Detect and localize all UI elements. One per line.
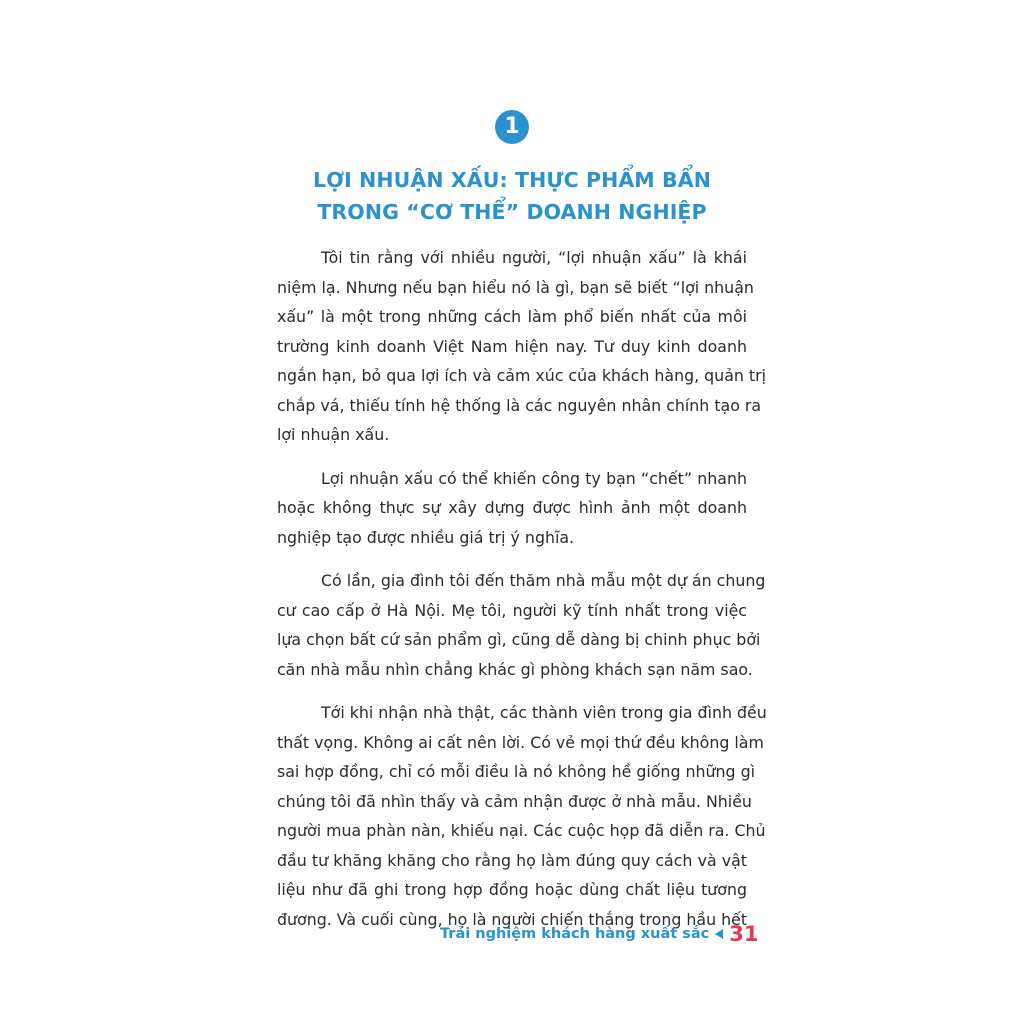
text-line: xấu” là một trong những cách làm phổ biến nhất của môi bbox=[277, 307, 747, 326]
page-footer bbox=[440, 922, 759, 952]
text-line: người mua phàn nàn, khiếu nại. Các cuộc họp đã diễn ra. Chủ bbox=[277, 821, 766, 840]
text-line: Có lần, gia đình tôi đến thăm nhà mẫu một dự án chung bbox=[321, 571, 766, 590]
text-line: sai hợp đồng, chỉ có mỗi điều là nó không hề giống những gì bbox=[277, 762, 756, 781]
left-triangle-icon bbox=[715, 929, 723, 939]
text-line: Tôi tin rằng với nhiều người, “lợi nhuận xấu” là khái bbox=[321, 248, 747, 267]
text-line: căn nhà mẫu nhìn chẳng khác gì phòng khách sạn năm sao. bbox=[277, 659, 753, 679]
text-line: ngắn hạn, bỏ qua lợi ích và cảm xúc của khách hàng, quản trị bbox=[277, 366, 766, 385]
text-line: trường kinh doanh Việt Nam hiện nay. Tư duy kinh doanh bbox=[277, 336, 747, 356]
text-line: liệu như đã ghi trong hợp đồng hoặc dùng chất liệu tương bbox=[277, 880, 747, 899]
text-line: Tới khi nhận nhà thật, các thành viên trong gia đình đều bbox=[321, 703, 767, 722]
body-text bbox=[277, 243, 767, 948]
text-line: chúng tôi đã nhìn thấy và cảm nhận được ở nhà mẫu. Nhiều bbox=[277, 791, 752, 811]
running-title: Trải nghiệm khách hàng xuất sắc bbox=[440, 926, 710, 942]
text-line: lựa chọn bất cứ sản phẩm gì, cũng dễ dàng bị chinh phục bởi bbox=[277, 630, 761, 649]
text-line: chắp vá, thiếu tính hệ thống là các nguyên nhân chính tạo ra bbox=[277, 395, 762, 415]
chapter-number-badge: 1 bbox=[495, 110, 529, 144]
text-line: lợi nhuận xấu. bbox=[277, 425, 390, 444]
text-line: cư cao cấp ở Hà Nội. Mẹ tôi, người kỹ tính nhất trong việc bbox=[277, 600, 747, 620]
text-line: đương. Và cuối cùng, họ là người chiến thắng trong hầu hết bbox=[277, 909, 748, 929]
text-line: thất vọng. Không ai cất nên lời. Có vẻ mọi thứ đều không làm bbox=[277, 732, 764, 752]
text-line: Lợi nhuận xấu có thể khiến công ty bạn “chết” nhanh bbox=[321, 468, 747, 488]
text-line: đầu tư khăng khăng cho rằng họ làm đúng quy cách và vật bbox=[277, 850, 747, 870]
chapter-title bbox=[262, 164, 762, 228]
chapter-title-line: LỢI NHUẬN XẤU: THỰC PHẨM BẨN bbox=[313, 168, 711, 192]
page-number: 31 bbox=[729, 922, 759, 946]
text-line: nghiệp tạo được nhiều giá trị ý nghĩa. bbox=[277, 527, 575, 547]
text-line: niệm lạ. Nhưng nếu bạn hiểu nó là gì, bạn sẽ biết “lợi nhuận bbox=[277, 277, 754, 297]
paragraph bbox=[277, 566, 766, 684]
paragraph bbox=[277, 464, 747, 553]
paragraph bbox=[277, 243, 766, 450]
chapter-title-line: TRONG “CƠ THỂ” DOANH NGHIỆP bbox=[317, 200, 707, 224]
text-line: hoặc không thực sự xây dựng được hình ảnh một doanh bbox=[277, 498, 747, 517]
